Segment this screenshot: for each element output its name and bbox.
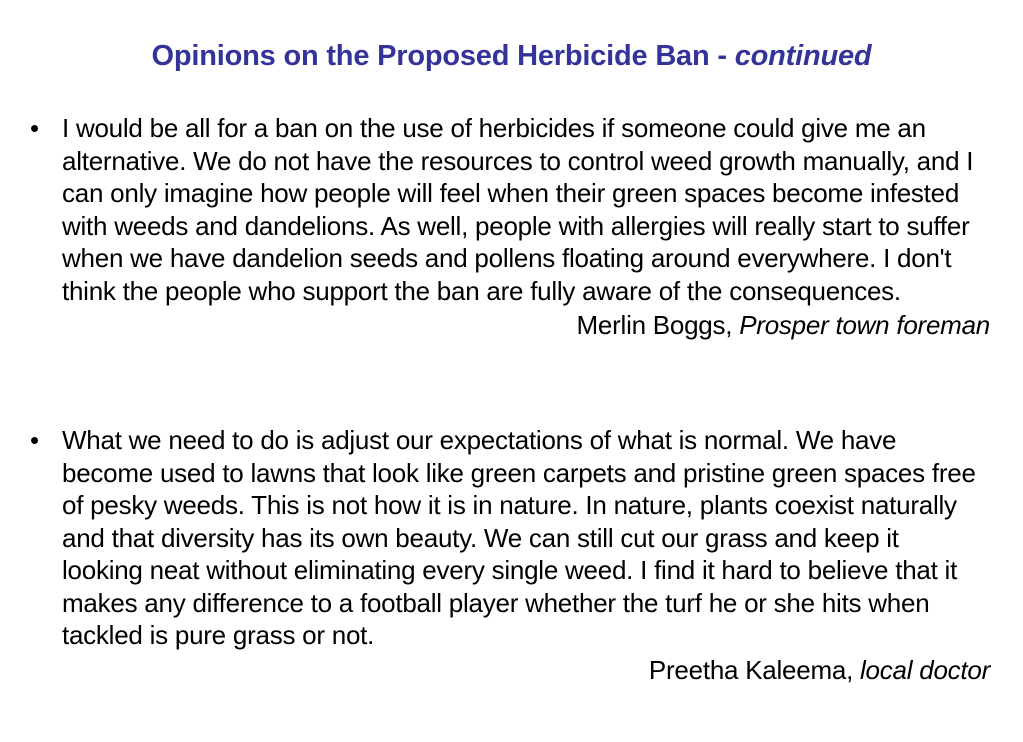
quote-text-2: What we need to do is adjust our expectations of what is normal. We have become used to lawns that look like green carpets and pristine green spaces free of pesky weeds. This is not how it is in nature. In nature, plants coexist naturally and that diversity has its own beauty. We can still cut our grass and keep it looking neat without eliminating every single weed. I find it hard to believe that it makes any difference to a football player whether the turf he or she hits when tackled is pure grass or not. [62, 425, 976, 650]
quote-block-2 [30, 424, 990, 686]
page-title [0, 40, 1023, 73]
bullet-item-2 [30, 424, 990, 652]
attribution-1 [30, 309, 990, 342]
bullet-item-1 [30, 112, 990, 307]
bullet-marker: • [30, 425, 40, 455]
quote-text-1: I would be all for a ban on the use of herbicides if someone could give me an alternative. We do not have the resources to control weed growth manually, and I can only imagine how people will feel when their green spaces become infested with weeds and dandelions. As well, people with allergies will really start to suffer when we have dandelion seeds and pollens floating around everywhere. I don't think the people who support the ban are fully aware of the consequences. [62, 113, 974, 306]
author-name-1: Merlin Boggs, [576, 310, 740, 340]
quote-block-1 [30, 112, 990, 342]
title-suffix: continued [734, 40, 872, 72]
bullet-marker: • [30, 113, 40, 143]
author-role-1: Prosper town foreman [739, 310, 990, 340]
attribution-2 [30, 654, 990, 687]
author-role-2: local doctor [860, 654, 990, 685]
author-name-2: Preetha Kaleema, [648, 654, 861, 685]
title-main: Opinions on the Proposed Herbicide Ban - [151, 40, 735, 72]
